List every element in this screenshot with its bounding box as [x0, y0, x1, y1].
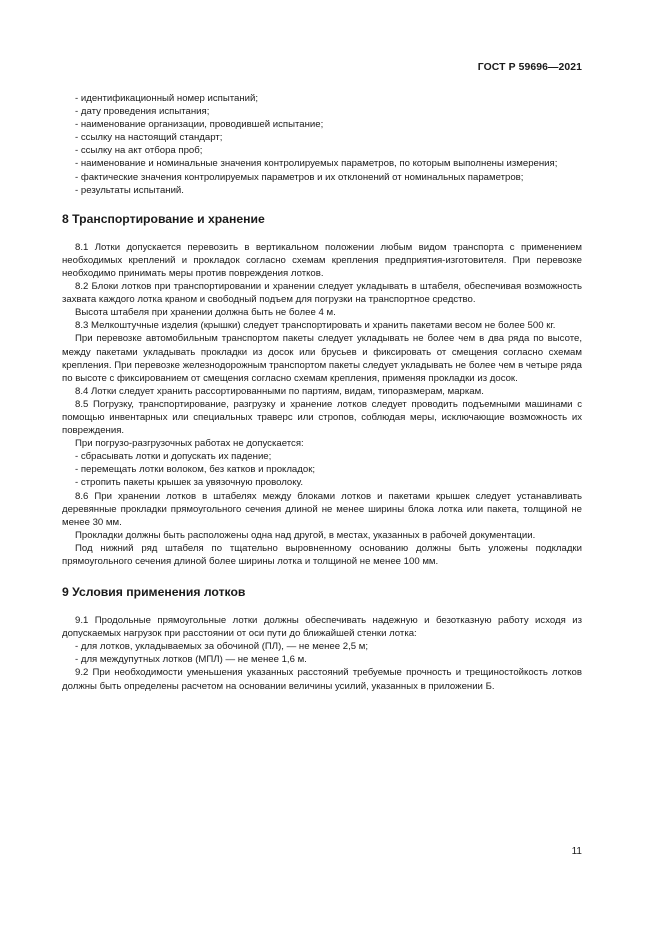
page-number: 11: [571, 846, 582, 857]
section-8-heading: 8 Транспортирование и хранение: [62, 211, 265, 226]
document-id-header: ГОСТ Р 59696—2021: [477, 62, 582, 73]
paragraph: 8.3 Мелкоштучные изделия (крышки) следует транспортировать и хранить пакетами весом не более 500 кг.: [75, 320, 556, 332]
list-item: - дату проведения испытания;: [75, 106, 210, 118]
list-item: - наименование организации, проводившей испытание;: [75, 119, 324, 131]
paragraph: 8.1 Лотки допускается перевозить в вертикальном положении любым видом транспорта с применением необходимых креплений и прокладок согласно схемам крепления предприятия-изготовителя. При перевозке необходимо принимать меры против повреждения лотков.: [62, 241, 582, 279]
list-item: - ссылку на настоящий стандарт;: [75, 132, 223, 144]
report-contents-list: [62, 92, 582, 197]
section-9-body: [62, 614, 582, 693]
paragraph: 9.1 Продольные прямоугольные лотки должны обеспечивать надежную и безотказную работу исходя из допускаемых нагрузок при расстоянии от оси пути до ближайшей стенки лотка:: [62, 615, 582, 640]
paragraph: 8.4 Лотки следует хранить рассортированными по партиям, видам, типоразмерам, маркам.: [75, 385, 484, 397]
paragraph: 9.2 При необходимости уменьшения указанных расстояний требуемые прочность и трещиностойкость лотков должны быть определены расчетом на основании величины усилий, указанных в приложении Б.: [62, 667, 582, 692]
list-item: - для междупутных лотков (МПЛ) — не менее 1,6 м.: [75, 654, 307, 666]
paragraph: 8.5 Погрузку, транспортирование, разгрузку и хранение лотков следует проводить подъемными машинами с помощью инвентарных или специальных траверс или стропов, соблюдая меры, исключающие возможность их повреждения.: [62, 398, 582, 437]
list-item: - фактические значения контролируемых параметров и их отклонений от номинальных параметров;: [75, 171, 524, 183]
section-9-heading: 9 Условия применения лотков: [62, 585, 246, 600]
paragraph: 8.2 Блоки лотков при транспортировании и хранении следует укладывать в штабеля, обеспечивая возможность захвата каждого лотка краном и свободный подъем для погрузки на транспортное средство.: [62, 281, 582, 306]
list-item: - результаты испытаний.: [75, 184, 184, 196]
paragraph: При погрузо-разгрузочных работах не допускается:: [75, 438, 304, 450]
list-item: - идентификационный номер испытаний;: [75, 93, 259, 104]
document-body: [62, 92, 582, 693]
paragraph: При перевозке автомобильным транспортом пакеты следует укладывать не более чем в два ряда по высоте, между пакетами укладывать прокладки из досок или брусьев и фиксировать от смещения согласно схемам крепления. При перевозке железнодорожным транспортом пакеты следует укладывать не более чем в четыре ряда по высоте с фиксированием от смещения согласно схемам крепления, применяя прокладки из досок.: [62, 333, 582, 384]
list-item: - перемещать лотки волоком, без катков и прокладок;: [75, 464, 316, 476]
list-item: - для лотков, укладываемых за обочиной (ПЛ), — не менее 2,5 м;: [75, 641, 369, 653]
list-item: - сбрасывать лотки и допускать их падение;: [75, 451, 272, 463]
list-item: - наименование и номинальные значения контролируемых параметров, по которым выполнены измерения;: [75, 158, 558, 170]
list-item: - стропить пакеты крышек за увязочную проволоку.: [75, 477, 304, 489]
paragraph: Прокладки должны быть расположены одна над другой, в местах, указанных в рабочей документации.: [75, 529, 536, 541]
list-item: - ссылку на акт отбора проб;: [75, 145, 203, 157]
section-8-body: [62, 241, 582, 568]
paragraph: 8.6 При хранении лотков в штабелях между блоками лотков и пакетами крышек следует устанавливать деревянные прокладки прямоугольного сечения длиной не менее ширины блока лотка или пакета, толщиной не менее 30 мм.: [62, 490, 582, 528]
paragraph: Высота штабеля при хранении должна быть не более 4 м.: [75, 307, 336, 319]
paragraph: Под нижний ряд штабеля по тщательно выровненному основанию должны быть уложены подкладки прямоугольного сечения длиной более ширины лотка и толщиной не менее 100 мм.: [62, 542, 582, 567]
